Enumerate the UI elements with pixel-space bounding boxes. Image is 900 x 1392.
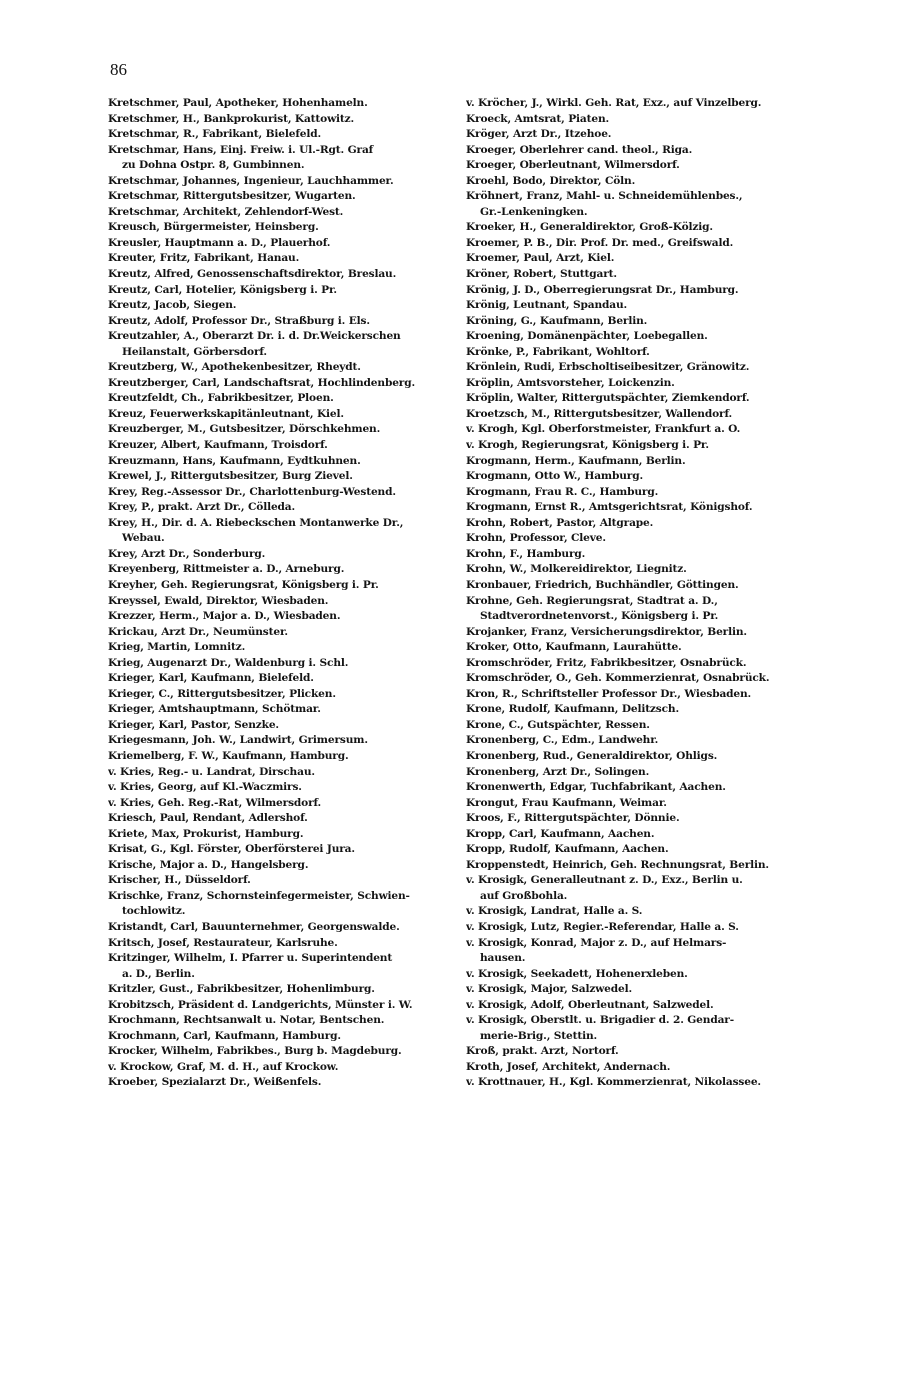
directory-entry: Kroening, Domänenpächter, Loebegallen.: [466, 330, 708, 343]
directory-entry: Krönig, J. D., Oberregierungsrat Dr., Hamburg.: [466, 283, 739, 296]
directory-entry: Kretschmar, Architekt, Zehlendorf-West.: [108, 205, 344, 218]
directory-entry: Kröning, G., Kaufmann, Berlin.: [466, 314, 648, 327]
directory-entry: v. Kröcher, J., Wirkl. Geh. Rat, Exz., auf Vinzelberg.: [466, 97, 762, 109]
directory-entry: Krönke, P., Fabrikant, Wohltorf.: [466, 345, 650, 358]
entry-continuation: Stadtverordnetenvorst., Königsberg i. Pr.: [480, 610, 719, 623]
directory-entry: Kröplin, Amtsvorsteher, Loickenzin.: [466, 376, 675, 389]
directory-entry: Krey, H., Dir. d. A. Riebeckschen Montanwerke Dr.,: [108, 516, 404, 529]
directory-entry: Krone, Rudolf, Kaufmann, Delitzsch.: [466, 703, 680, 716]
directory-entry: Krone, C., Gutspächter, Ressen.: [466, 718, 650, 731]
directory-entry: Kroker, Otto, Kaufmann, Laurahütte.: [466, 641, 682, 654]
directory-entry: Krongut, Frau Kaufmann, Weimar.: [466, 796, 667, 809]
directory-entry: Krogmann, Frau R. C., Hamburg.: [466, 485, 659, 498]
directory-entry: Kron, R., Schriftsteller Professor Dr., Wiesbaden.: [466, 687, 752, 700]
directory-entry: Krochmann, Rechtsanwalt u. Notar, Bentschen.: [108, 1014, 385, 1027]
directory-entry: Krey, Arzt Dr., Sonderburg.: [108, 547, 266, 560]
directory-entry: Kromschröder, Fritz, Fabrikbesitzer, Osnabrück.: [466, 656, 747, 669]
directory-entry: Kromschröder, O., Geh. Kommerzienrat, Osnabrück.: [466, 672, 770, 685]
entry-continuation: merie-Brig., Stettin.: [480, 1029, 598, 1042]
directory-entry: Kroeger, Oberlehrer cand. theol., Riga.: [466, 143, 693, 156]
directory-entry: Krohne, Geh. Regierungsrat, Stadtrat a. D.,: [466, 594, 718, 607]
directory-entry: Kreyher, Geh. Regierungsrat, Königsberg i. Pr.: [108, 578, 379, 591]
directory-entry: Kreuzberger, M., Gutsbesitzer, Dörschkehmen.: [108, 423, 381, 436]
directory-entry: Kropp, Rudolf, Kaufmann, Aachen.: [466, 843, 669, 856]
directory-entry: Krieg, Augenarzt Dr., Waldenburg i. Schl.: [108, 656, 349, 669]
directory-entry: Kroehl, Bodo, Direktor, Cöln.: [466, 174, 636, 187]
directory-entry: Kretschmar, R., Fabrikant, Bielefeld.: [108, 128, 322, 141]
directory-entry: Kritzinger, Wilhelm, I. Pfarrer u. Superintendent: [108, 952, 393, 965]
directory-entry: Kroetzsch, M., Rittergutsbesitzer, Wallendorf.: [466, 407, 733, 420]
directory-entry: Kretschmar, Rittergutsbesitzer, Wugarten.: [108, 190, 356, 203]
directory-entry: Krohn, Robert, Pastor, Altgrape.: [466, 516, 654, 529]
directory-entry: Kronenberg, C., Edm., Landwehr.: [466, 734, 659, 747]
directory-entry: Kröger, Arzt Dr., Itzehoe.: [466, 128, 612, 141]
directory-entry: Kröner, Robert, Stuttgart.: [466, 268, 617, 281]
directory-entry: v. Kries, Reg.- u. Landrat, Dirschau.: [108, 765, 315, 778]
directory-entry: v. Krogh, Regierungsrat, Königsberg i. Pr.: [466, 439, 709, 452]
directory-entry: Kritsch, Josef, Restaurateur, Karlsruhe.: [108, 936, 338, 949]
directory-entry: Kreutzahler, A., Oberarzt Dr. i. d. Dr.Weickerschen: [108, 330, 401, 343]
directory-entry: Kröhnert, Franz, Mahl- u. Schneidemühlenbes.,: [466, 190, 743, 203]
directory-entry: v. Krockow, Graf, M. d. H., auf Krockow.: [108, 1060, 339, 1073]
directory-entry: Krieger, Amtshauptmann, Schötmar.: [108, 703, 321, 716]
directory-entry: Kretschmer, Paul, Apotheker, Hohenhameln.: [108, 97, 368, 109]
directory-entry: Kroeber, Spezialarzt Dr., Weißenfels.: [108, 1076, 322, 1089]
directory-entry: Kriegesmann, Joh. W., Landwirt, Grimersum.: [108, 734, 368, 747]
directory-entry: Krieger, Karl, Kaufmann, Bielefeld.: [108, 672, 314, 685]
entry-continuation: Gr.-Lenkeningken.: [480, 205, 588, 218]
directory-entry: Kreutz, Jacob, Siegen.: [108, 299, 237, 312]
directory-entry: Kriesch, Paul, Rendant, Adlershof.: [108, 812, 308, 825]
directory-entry: Kreutzfeldt, Ch., Fabrikbesitzer, Ploen.: [108, 392, 334, 405]
directory-entry: Kronenwerth, Edgar, Tuchfabrikant, Aachen.: [466, 781, 726, 794]
directory-entry: Krochmann, Carl, Kaufmann, Hamburg.: [108, 1029, 341, 1042]
directory-entry: Kristandt, Carl, Bauunternehmer, Georgenswalde.: [108, 920, 400, 933]
directory-entry: Krezzer, Herm., Major a. D., Wiesbaden.: [108, 610, 341, 623]
entry-continuation: hausen.: [480, 952, 526, 965]
directory-entry: v. Krosigk, Lutz, Regier.-Referendar, Halle a. S.: [466, 920, 739, 933]
right-column: [466, 96, 806, 1091]
directory-entry: Kriete, Max, Prokurist, Hamburg.: [108, 827, 304, 840]
directory-entry: Kreyenberg, Rittmeister a. D., Arneburg.: [108, 563, 345, 576]
directory-entry: Kreutzberg, W., Apothekenbesitzer, Rheydt.: [108, 361, 361, 374]
directory-entry: v. Kries, Geh. Reg.-Rat, Wilmersdorf.: [108, 796, 322, 809]
directory-entry: Krieger, Karl, Pastor, Senzke.: [108, 718, 279, 731]
directory-entry: Krogmann, Ernst R., Amtsgerichtsrat, Königshof.: [466, 501, 753, 514]
directory-entry: Krojanker, Franz, Versicherungsdirektor, Berlin.: [466, 625, 747, 638]
directory-entry: Krickau, Arzt Dr., Neumünster.: [108, 625, 288, 638]
directory-entry: Kronbauer, Friedrich, Buchhändler, Göttingen.: [466, 578, 739, 591]
directory-entry: Krönig, Leutnant, Spandau.: [466, 299, 628, 312]
directory-entry: Kroppenstedt, Heinrich, Geh. Rechnungsrat, Berlin.: [466, 858, 769, 871]
entry-continuation: a. D., Berlin.: [122, 967, 195, 980]
entry-continuation: zu Dohna Ostpr. 8, Gumbinnen.: [122, 159, 305, 172]
directory-entry: v. Krosigk, Major, Salzwedel.: [466, 983, 633, 996]
directory-entry: Krohn, W., Molkereidirektor, Liegnitz.: [466, 563, 687, 576]
directory-entry: Krischer, H., Düsseldorf.: [108, 874, 251, 887]
directory-entry: Kreusler, Hauptmann a. D., Plauerhof.: [108, 236, 331, 249]
page-number: 86: [110, 60, 127, 79]
directory-entry: v. Krosigk, Adolf, Oberleutnant, Salzwedel.: [466, 998, 714, 1011]
directory-entry: Kritzler, Gust., Fabrikbesitzer, Hohenlimburg.: [108, 983, 375, 996]
directory-entry: Kroeger, Oberleutnant, Wilmersdorf.: [466, 159, 680, 172]
directory-entry: v. Krosigk, Oberstlt. u. Brigadier d. 2. Gendar-: [466, 1014, 734, 1027]
directory-entry: v. Krosigk, Konrad, Major z. D., auf Helmars-: [466, 936, 727, 949]
directory-entry: Krogmann, Otto W., Hamburg.: [466, 470, 644, 483]
directory-entry: Kreutz, Carl, Hotelier, Königsberg i. Pr.: [108, 283, 337, 296]
directory-entry: Kroemer, P. B., Dir. Prof. Dr. med., Greifswald.: [466, 236, 734, 249]
directory-entry: Kreutz, Alfred, Genossenschaftsdirektor, Breslau.: [108, 268, 397, 281]
directory-entry: v. Kries, Georg, auf Kl.-Waczmirs.: [108, 781, 302, 794]
directory-entry: Krieger, C., Rittergutsbesitzer, Plicken.: [108, 687, 336, 700]
directory-entry: v. Krottnauer, H., Kgl. Kommerzienrat, Nikolassee.: [466, 1076, 761, 1089]
entry-continuation: Heilanstalt, Görbersdorf.: [122, 345, 267, 358]
directory-entry: Krisat, G., Kgl. Förster, Oberförsterei Jura.: [108, 843, 355, 856]
directory-entry: Kretschmer, H., Bankprokurist, Kattowitz.: [108, 112, 355, 125]
directory-entry: v. Krogh, Kgl. Oberforstmeister, Frankfurt a. O.: [466, 423, 741, 436]
directory-entry: v. Krosigk, Generalleutnant z. D., Exz., Berlin u.: [466, 874, 743, 887]
directory-entry: v. Krosigk, Landrat, Halle a. S.: [466, 905, 643, 918]
directory-entry: Kroemer, Paul, Arzt, Kiel.: [466, 252, 615, 265]
directory-entry: Krogmann, Herm., Kaufmann, Berlin.: [466, 454, 686, 467]
directory-entry: Kreuzer, Albert, Kaufmann, Troisdorf.: [108, 439, 328, 452]
directory-entry: Kreusch, Bürgermeister, Heinsberg.: [108, 221, 319, 234]
directory-entry: Kreyssel, Ewald, Direktor, Wiesbaden.: [108, 594, 329, 607]
directory-entry: Krischke, Franz, Schornsteinfegermeister, Schwien-: [108, 889, 410, 902]
directory-entry: Kroeck, Amtsrat, Piaten.: [466, 112, 610, 125]
directory-entry: Kropp, Carl, Kaufmann, Aachen.: [466, 827, 655, 840]
directory-entry: Kreuz, Feuerwerkskapitänleutnant, Kiel.: [108, 407, 344, 420]
directory-entry: Kreutzberger, Carl, Landschaftsrat, Hochlindenberg.: [108, 376, 416, 389]
directory-entry: Krey, Reg.-Assessor Dr., Charlottenburg-Westend.: [108, 485, 396, 498]
directory-entry: Krohn, F., Hamburg.: [466, 547, 586, 560]
directory-entry: Kroos, F., Rittergutspächter, Dönnie.: [466, 812, 680, 825]
left-column: [108, 96, 446, 1091]
directory-entry: Krohn, Professor, Cleve.: [466, 532, 606, 545]
directory-entry: Kroß, prakt. Arzt, Nortorf.: [466, 1045, 619, 1058]
directory-entry: Kronenberg, Arzt Dr., Solingen.: [466, 765, 650, 778]
directory-entry: Krische, Major a. D., Hangelsberg.: [108, 858, 309, 871]
directory-entry: Krey, P., prakt. Arzt Dr., Cölleda.: [108, 501, 296, 514]
entry-continuation: tochlowitz.: [122, 905, 186, 918]
directory-entry: Krönlein, Rudi, Erbscholtiseibesitzer, Gränowitz.: [466, 361, 750, 374]
directory-entry: Krocker, Wilhelm, Fabrikbes., Burg b. Magdeburg.: [108, 1045, 402, 1058]
directory-entry: Kreutz, Adolf, Professor Dr., Straßburg i. Els.: [108, 314, 370, 327]
directory-entry: Krobitzsch, Präsident d. Landgerichts, Münster i. W.: [108, 998, 413, 1011]
entry-continuation: auf Großbohla.: [480, 889, 568, 902]
directory-entry: Kriemelberg, F. W., Kaufmann, Hamburg.: [108, 749, 349, 762]
directory-entry: Kroeker, H., Generaldirektor, Groß-Kölzig.: [466, 221, 713, 234]
directory-entry: Krewel, J., Rittergutsbesitzer, Burg Zievel.: [108, 470, 353, 483]
directory-entry: Kreuzmann, Hans, Kaufmann, Eydtkuhnen.: [108, 454, 361, 467]
directory-entry: Kroth, Josef, Architekt, Andernach.: [466, 1060, 671, 1073]
directory-entry: Kronenberg, Rud., Generaldirektor, Ohligs.: [466, 749, 718, 762]
directory-entry: v. Krosigk, Seekadett, Hohenerxleben.: [466, 967, 688, 980]
directory-entry: Kretschmar, Johannes, Ingenieur, Lauchhammer.: [108, 174, 394, 187]
directory-entry: Kreuter, Fritz, Fabrikant, Hanau.: [108, 252, 300, 265]
directory-entry: Kretschmar, Hans, Einj. Freiw. i. Ul.-Rgt. Graf: [108, 143, 374, 156]
directory-entry: Kröplin, Walter, Rittergutspächter, Ziemkendorf.: [466, 392, 750, 405]
directory-entry: Krieg, Martin, Lomnitz.: [108, 641, 246, 654]
entry-continuation: Webau.: [122, 532, 165, 545]
